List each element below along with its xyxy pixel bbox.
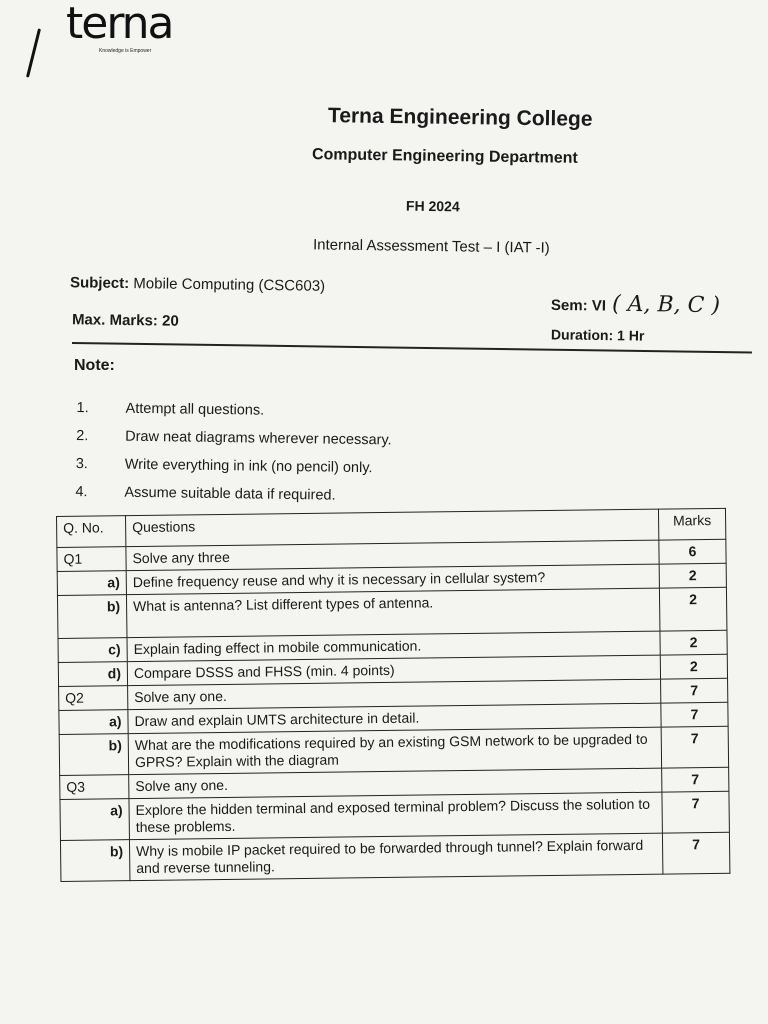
note-number: 3.: [75, 455, 89, 473]
semester-label: Sem: VI: [550, 296, 607, 315]
note-item: [76, 450, 392, 482]
question-cell: Define frequency reuse and why it is necessary in cellular system?: [126, 564, 659, 595]
subject-label: Subject:: [69, 274, 130, 293]
max-marks-value: 20: [161, 312, 179, 330]
qno-cell: Q3: [60, 775, 129, 800]
question-cell: What are the modifications required by an existing GSM network to be upgraded to GPRS? Explain with the diagram: [128, 727, 661, 775]
note-text: Attempt all questions.: [125, 400, 265, 419]
term-label: FH 2024: [405, 197, 460, 215]
max-marks-label: Max. Marks:: [71, 311, 158, 330]
question-cell: Solve any one.: [128, 679, 661, 710]
marks-cell: 7: [662, 767, 729, 792]
marks-cell: 6: [659, 539, 726, 564]
question-cell: Explain fading effect in mobile communication.: [127, 631, 660, 662]
college-name: Terna Engineering College: [327, 104, 593, 131]
qno-cell: a): [57, 571, 126, 596]
header-divider: [72, 342, 752, 353]
qno-cell: b): [57, 595, 127, 639]
marks-header: Marks: [658, 508, 725, 540]
qno-cell: a): [60, 799, 129, 841]
subject-value: Mobile Computing (CSC603): [133, 275, 326, 295]
note-text: Draw neat diagrams wherever necessary.: [125, 428, 392, 449]
semester-line: [551, 291, 720, 318]
note-title: Note:: [74, 357, 115, 374]
table-row: [60, 832, 729, 881]
qno-cell: b): [59, 734, 128, 776]
questions-table: [56, 508, 730, 882]
max-marks-line: [72, 311, 179, 329]
qno-header: Q. No.: [57, 516, 126, 548]
question-cell: Explore the hidden terminal and exposed terminal problem? Discuss the solution to these problems.: [129, 792, 662, 840]
marks-cell: 7: [661, 678, 728, 703]
marks-cell: 7: [661, 702, 728, 727]
college-logo: [66, 0, 173, 54]
semester-handwritten-divisions: ( A, B, C ): [611, 291, 721, 319]
marks-cell: 7: [662, 791, 729, 833]
logo-tagline: Knowledge is Empower: [99, 48, 152, 54]
marks-cell: 7: [661, 726, 728, 768]
qno-cell: d): [58, 662, 127, 687]
note-item: [76, 422, 392, 454]
marks-cell: 2: [659, 587, 727, 631]
logo-wordmark: terna: [66, 0, 173, 49]
qno-cell: b): [60, 840, 129, 882]
question-cell: Why is mobile IP packet required to be forwarded through tunnel? Explain forward and reverse tunneling.: [129, 833, 662, 881]
test-title: Internal Assessment Test – I (IAT -I): [312, 236, 550, 257]
note-item: [76, 394, 392, 426]
question-cell: Draw and explain UMTS architecture in detail.: [128, 703, 661, 734]
pen-stroke-mark: [26, 28, 41, 77]
department-name: Computer Engineering Department: [311, 146, 578, 167]
duration-label: Duration: 1 Hr: [550, 326, 645, 344]
question-header: Questions: [126, 509, 659, 547]
note-number: 4.: [75, 483, 88, 501]
marks-cell: 7: [662, 832, 729, 874]
question-cell: Solve any one.: [129, 768, 662, 799]
qno-cell: Q2: [59, 686, 128, 711]
note-number: 2.: [76, 428, 89, 445]
marks-cell: 2: [659, 563, 726, 588]
note-list: [75, 394, 392, 510]
question-cell: What is antenna? List different types of antenna.: [126, 588, 659, 638]
note-number: 1.: [76, 400, 89, 417]
qno-cell: a): [59, 710, 128, 735]
note-text: Write everything in ink (no pencil) only.: [124, 456, 373, 477]
qno-cell: c): [58, 638, 127, 663]
marks-cell: 2: [660, 630, 727, 655]
question-cell: Compare DSSS and FHSS (min. 4 points): [127, 655, 660, 686]
marks-cell: 2: [660, 654, 727, 679]
qno-cell: Q1: [57, 547, 126, 572]
subject-line: [70, 274, 325, 295]
note-item: [75, 478, 391, 510]
question-cell: Solve any three: [126, 540, 659, 571]
note-text: Assume suitable data if required.: [124, 484, 336, 504]
